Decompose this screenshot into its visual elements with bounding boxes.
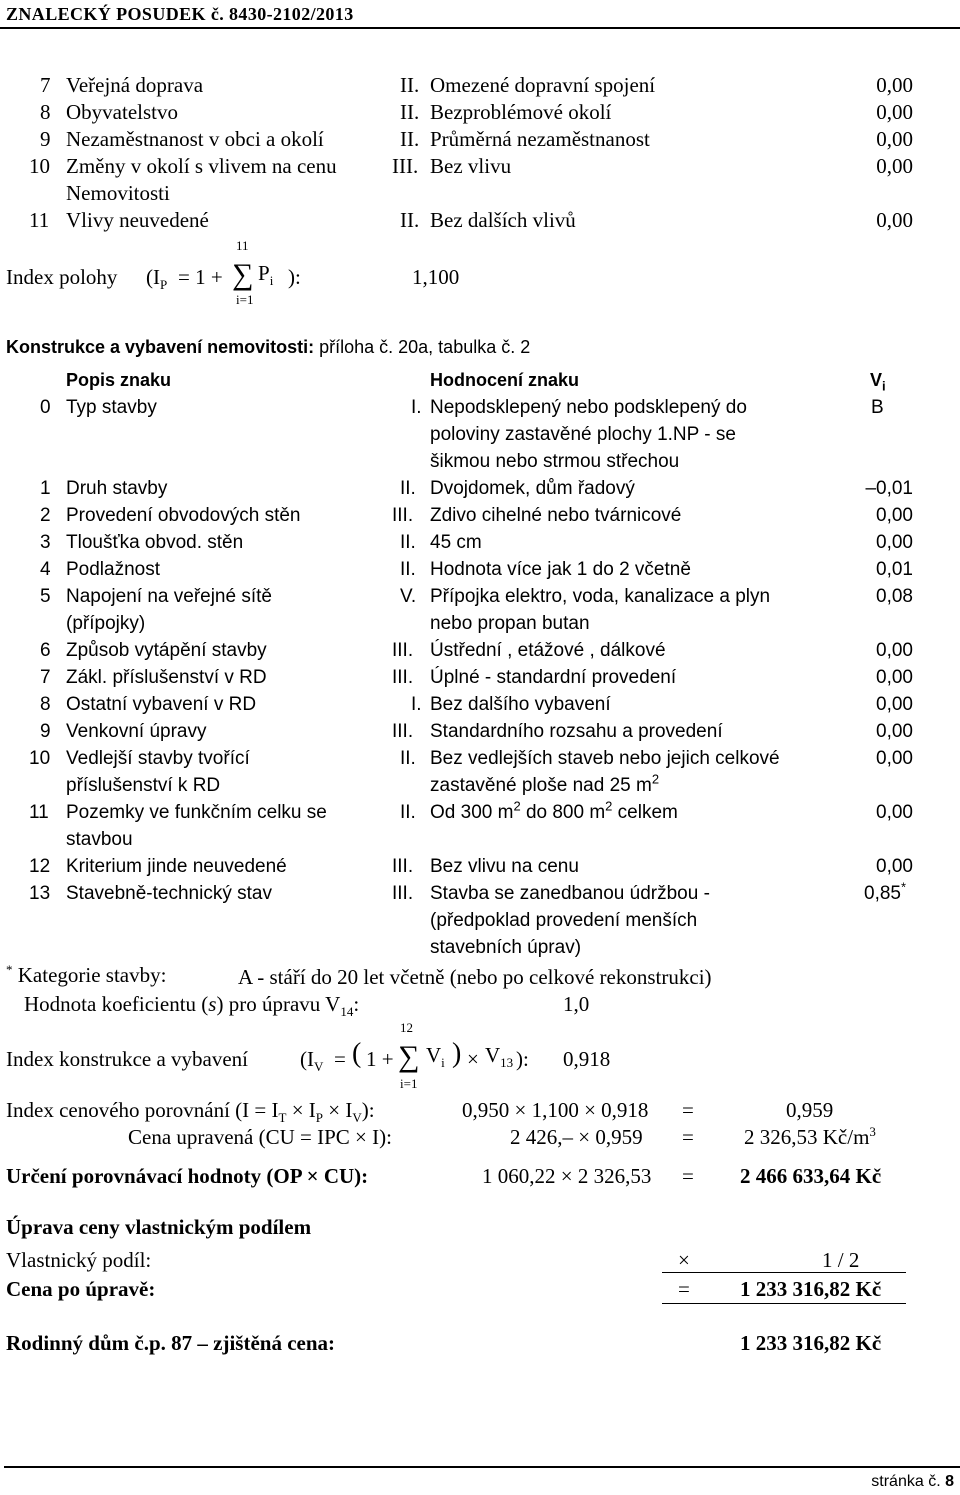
row-name: Typ stavby (66, 397, 157, 418)
sigma-symbol: ∑ (232, 258, 254, 291)
row-name-continued: příslušenství k RD (66, 775, 221, 796)
coefficient-label: Hodnota koeficientu (s) pro úpravu $V_{14}$: (24, 992, 360, 1020)
formula-v13: $V_{13}$ (485, 1043, 514, 1071)
sigma-symbol: ∑ (398, 1040, 420, 1073)
row-name: Napojení na veřejné sítě (66, 586, 272, 607)
formula-result: 2 326,53 $Kč/m^3$ (744, 1124, 876, 1149)
final-label: Rodinný dům č.p. 87 – zjištěná cena: (6, 1331, 336, 1355)
row-level: V. (400, 586, 417, 607)
row-level: II. (400, 532, 416, 553)
row-value: 0,85* (864, 879, 907, 904)
row-level: III. (392, 667, 414, 688)
formula-equals: = (334, 1047, 346, 1071)
row-level: II. (400, 802, 416, 823)
row-name: Pozemky ve funkčním celku se (66, 802, 327, 823)
column-header-hodnoceni: Hodnocení znaku (430, 370, 580, 390)
row-description: Bez vlivu na cenu (430, 856, 579, 877)
row-name: Kriterium jinde neuvedené (66, 856, 287, 877)
row-number: 6 (40, 640, 51, 661)
row-description-line: poloviny zastavěné plochy 1.NP - se (430, 424, 736, 445)
row-value: 0,00 (876, 667, 913, 688)
row-description: Nepodsklepený nebo podsklepený do (430, 397, 747, 418)
row-description: Bez dalšího vybavení (430, 694, 611, 715)
row-value: 0,00 (876, 856, 913, 877)
formula-p: $P_i$ (258, 261, 274, 289)
formula-one-plus: 1 + (366, 1047, 394, 1071)
row-level: III. (392, 856, 414, 877)
row-level: I. (411, 397, 422, 418)
formula-equals: = 1 + (178, 265, 223, 289)
row-name: Způsob vytápění stavby (66, 640, 267, 661)
construction-heading: Konstrukce a vybavení nemovitosti: příloha č. 20a, tabulka č. 2 (6, 337, 531, 357)
row-number: 9 (40, 721, 51, 742)
formula-v: $V_i$ (426, 1043, 445, 1071)
row-number: 12 (29, 856, 51, 877)
row-description-line: stavebních úprav) (430, 937, 582, 958)
category-value: A - stáří do 20 let včetně (nebo po celkové rekonstrukci) (238, 965, 712, 989)
sum-upper-limit: 12 (400, 1020, 413, 1035)
row-description-line: zastavěné ploše nad 25 $m^2$ (430, 771, 660, 796)
formula-label: Určení porovnávací hodnoty (OP × CU): (6, 1164, 369, 1188)
row-description: Úplné - standardní provedení (430, 667, 677, 688)
row-value: 0,00 (876, 532, 913, 553)
row-value: 0,00 (876, 73, 913, 97)
row-name: Venkovní úpravy (66, 721, 207, 742)
row-number: 11 (29, 208, 50, 232)
row-name: Obyvatelstvo (66, 100, 178, 124)
row-number: 4 (40, 559, 51, 580)
sum-lower-limit: i=1 (236, 292, 254, 307)
row-value: 0,00 (876, 154, 913, 178)
formula-open: ($I_P$ (146, 265, 168, 293)
row-value: 0,00 (876, 127, 913, 151)
row-name-continued: (přípojky) (66, 613, 146, 634)
row-number: 10 (29, 154, 50, 178)
formula-label: Index cenového porovnání $(I = I_T \times I_P \times I_V)$: (6, 1098, 375, 1126)
row-level: II. (400, 559, 416, 580)
row-description: Bez vlivu (430, 154, 512, 178)
row-level: II. (400, 73, 420, 97)
podil-value: 1 / 2 (822, 1248, 860, 1272)
row-number: 5 (40, 586, 51, 607)
footer-divider (4, 1466, 960, 1468)
result-underline (662, 1303, 906, 1304)
row-description: 45 cm (430, 532, 482, 553)
row-description: Bezproblémové okolí (430, 100, 612, 124)
row-name-continued: Nemovitosti (66, 181, 170, 205)
row-value: 0,00 (876, 802, 913, 823)
formula-result: 2 466 633,64 Kč (740, 1164, 882, 1188)
row-value: B (871, 397, 884, 418)
row-name: Podlažnost (66, 559, 161, 580)
row-level: II. (400, 127, 420, 151)
row-number: 1 (40, 478, 51, 499)
row-number: 7 (40, 667, 51, 688)
row-level: II. (400, 208, 420, 232)
cena-operator: = (678, 1277, 690, 1301)
row-number: 7 (40, 73, 51, 97)
row-name: Změny v okolí s vlivem na cenu (66, 154, 337, 178)
row-name: Zákl. příslušenství v RD (66, 667, 267, 688)
row-name: Ostatní vybavení v RD (66, 694, 257, 715)
sum-underline (662, 1272, 906, 1273)
formula-close: ): (516, 1047, 529, 1071)
row-description: Od 300 $m^2$ do 800 $m^2$ celkem (430, 798, 678, 823)
row-level: II. (400, 478, 416, 499)
header-divider (0, 27, 960, 29)
index-polohy-value: 1,100 (412, 265, 460, 289)
row-value: 0,01 (876, 559, 913, 580)
sum-upper-limit: 11 (236, 238, 249, 253)
row-description: Přípojka elektro, voda, kanalizace a plyn (430, 586, 771, 607)
row-value: 0,00 (876, 748, 913, 769)
cena-value: 1 233 316,82 Kč (740, 1277, 882, 1301)
row-name-continued: stavbou (66, 829, 133, 850)
row-value: 0,00 (876, 505, 913, 526)
formula-expression: 2 426,– × 0,959 (510, 1125, 643, 1149)
formula-times: × (467, 1047, 479, 1071)
row-number: 8 (40, 100, 51, 124)
equals-sign: = (682, 1164, 694, 1188)
row-number: 8 (40, 694, 51, 715)
row-level: II. (400, 748, 416, 769)
row-name: Stavebně-technický stav (66, 883, 272, 904)
page-number: stránka č. 8 (871, 1473, 954, 1490)
formula-result: 0,959 (786, 1098, 834, 1122)
column-header-popis: Popis znaku (66, 370, 172, 390)
section-heading: Úprava ceny vlastnickým podílem (6, 1215, 312, 1239)
row-description: Dvojdomek, dům řadový (430, 478, 635, 499)
row-value: 0,00 (876, 694, 913, 715)
row-number: 9 (40, 127, 51, 151)
row-description: Stavba se zanedbanou údržbou - (430, 883, 710, 904)
row-name: Tloušťka obvod. stěn (66, 532, 244, 553)
row-description: Ústřední , etážové , dálkové (430, 640, 666, 661)
formula-paren-open: ( (352, 1038, 362, 1069)
row-name: Druh stavby (66, 478, 168, 499)
row-description-line: šikmou nebo strmou střechou (430, 451, 680, 472)
row-level: III. (392, 640, 414, 661)
row-name: Nezaměstnanost v obci a okolí (66, 127, 324, 151)
row-number: 0 (40, 397, 51, 418)
coefficient-value: 1,0 (563, 992, 590, 1016)
row-name: Vedlejší stavby tvořící (66, 748, 250, 769)
document-header-title: ZNALECKÝ POSUDEK č. 8430-2102/2013 (6, 4, 354, 24)
row-number: 13 (29, 883, 51, 904)
row-level: III. (392, 721, 414, 742)
row-description: Omezené dopravní spojení (430, 73, 656, 97)
row-description-line: nebo propan butan (430, 613, 590, 634)
row-description: Zdivo cihelné nebo tvárnicové (430, 505, 682, 526)
row-number: 2 (40, 505, 51, 526)
row-number: 11 (29, 802, 49, 823)
category-label: * Kategorie stavby: (6, 962, 167, 987)
row-description-line: (předpoklad provedení menších (430, 910, 698, 931)
cena-label: Cena po úpravě: (6, 1277, 156, 1301)
formula-expression: 1 060,22 × 2 326,53 (482, 1164, 652, 1188)
sum-lower-limit: i=1 (400, 1076, 418, 1091)
row-description: Průměrná nezaměstnanost (430, 127, 650, 151)
formula-label: Index konstrukce a vybavení (6, 1047, 249, 1071)
row-value: –0,01 (865, 478, 913, 499)
row-value: 0,00 (876, 640, 913, 661)
formula-open: ($I_V$ (300, 1047, 324, 1075)
equals-sign: = (682, 1125, 694, 1149)
column-header-v: $V_i$ (870, 370, 886, 394)
equals-sign: = (682, 1098, 694, 1122)
row-description: Hodnota více jak 1 do 2 včetně (430, 559, 691, 580)
row-value: 0,08 (876, 586, 913, 607)
formula-label: Cena upravená (CU = IPC × I): (128, 1125, 392, 1149)
podil-label: Vlastnický podíl: (6, 1248, 152, 1272)
row-level: II. (400, 100, 420, 124)
formula-paren-close: ) (452, 1038, 462, 1069)
row-number: 3 (40, 532, 51, 553)
row-description: Bez dalších vlivů (430, 208, 576, 232)
index-konstrukce-value: 0,918 (563, 1047, 611, 1071)
row-value: 0,00 (876, 208, 913, 232)
row-number: 10 (29, 748, 51, 769)
row-description: Bez vedlejších staveb nebo jejich celkové (430, 748, 780, 769)
formula-expression: 0,950 × 1,100 × 0,918 (462, 1098, 649, 1122)
row-name: Provedení obvodových stěn (66, 505, 301, 526)
row-value: 0,00 (876, 721, 913, 742)
row-level: III. (392, 154, 419, 178)
row-value: 0,00 (876, 100, 913, 124)
row-name: Vlivy neuvedené (66, 208, 209, 232)
row-level: III. (392, 505, 414, 526)
podil-operator: × (678, 1248, 690, 1272)
row-name: Veřejná doprava (66, 73, 204, 97)
formula-close: ): (288, 265, 301, 289)
final-value: 1 233 316,82 Kč (740, 1331, 882, 1355)
row-description: Standardního rozsahu a provedení (430, 721, 723, 742)
row-level: III. (392, 883, 414, 904)
row-level: I. (411, 694, 422, 715)
formula-label: Index polohy (6, 265, 118, 289)
